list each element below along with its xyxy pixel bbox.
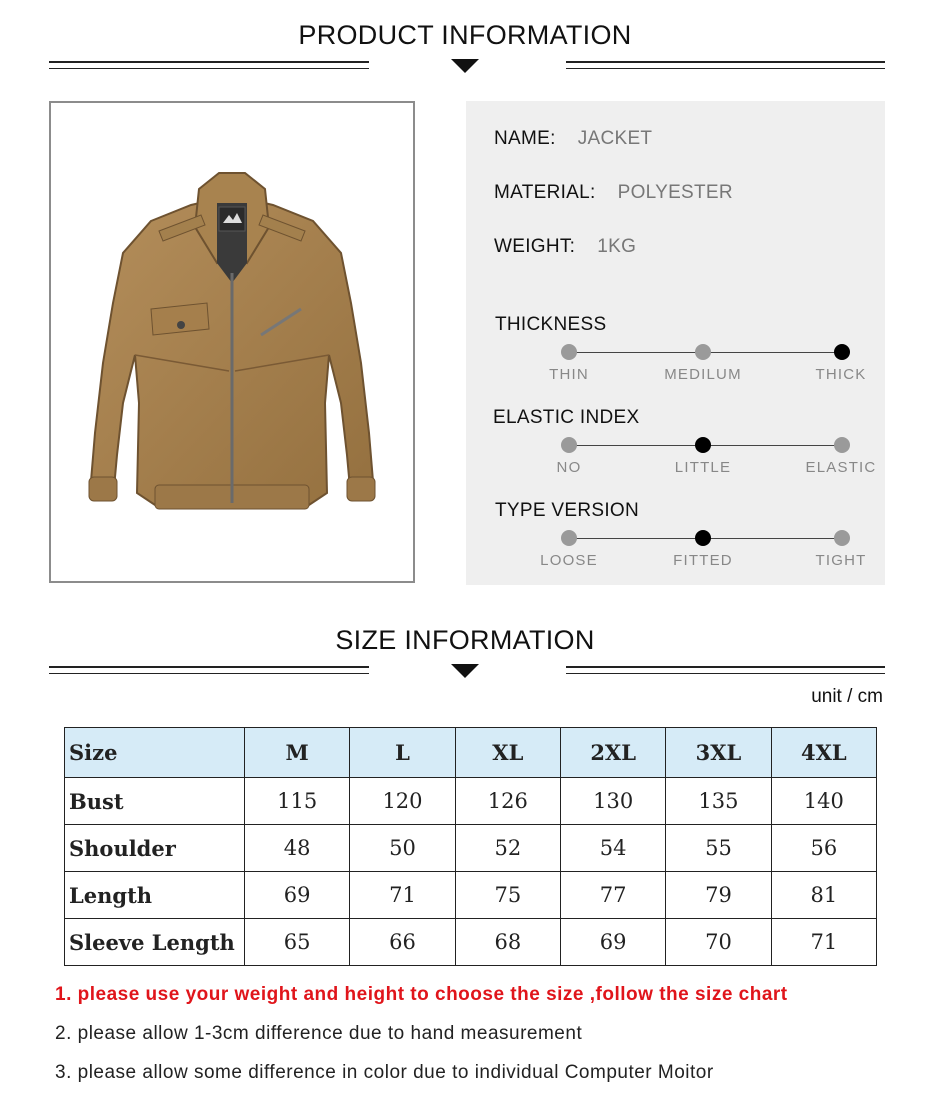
- table-row: [65, 919, 877, 966]
- table-cell: 52: [455, 825, 560, 872]
- table-header-cell: 4XL: [771, 728, 876, 778]
- elastic-label-no: NO: [556, 459, 582, 476]
- title-rule-left: [49, 61, 369, 69]
- name-row: [494, 128, 652, 150]
- table-cell: 126: [455, 778, 560, 825]
- table-cell: 65: [245, 919, 350, 966]
- elastic-dot-little-selected: [695, 437, 711, 453]
- thickness-dot-thick-selected: [834, 344, 850, 360]
- thickness-label-thick: THICK: [815, 366, 867, 383]
- down-triangle-icon: [451, 59, 479, 73]
- thickness-dot-thin: [561, 344, 577, 360]
- product-info-panel: [466, 101, 885, 585]
- table-row: [65, 825, 877, 872]
- elastic-label-little: LITTLE: [674, 459, 732, 476]
- weight-value: 1KG: [597, 236, 637, 257]
- jacket-photo: [51, 103, 413, 581]
- table-row: [65, 778, 877, 825]
- size-information-title: SIZE INFORMATION: [335, 625, 595, 655]
- table-cell: 79: [666, 872, 771, 919]
- table-header-cell: XL: [455, 728, 560, 778]
- weight-row: [494, 236, 636, 258]
- weight-key: WEIGHT:: [494, 236, 576, 257]
- table-header-cell: M: [245, 728, 350, 778]
- elastic-index-title: ELASTIC INDEX: [493, 407, 640, 428]
- table-cell: 140: [771, 778, 876, 825]
- type-dot-tight: [834, 530, 850, 546]
- table-cell: 120: [350, 778, 455, 825]
- note-color: 3. please allow some difference in color due to individual Computer Moitor: [55, 1062, 714, 1083]
- thickness-label-medium: MEDILUM: [664, 366, 742, 383]
- table-cell: 55: [666, 825, 771, 872]
- elastic-dot-no: [561, 437, 577, 453]
- table-header-cell: 2XL: [560, 728, 665, 778]
- table-cell: 130: [560, 778, 665, 825]
- table-cell: 48: [245, 825, 350, 872]
- table-header-row: [65, 728, 877, 778]
- table-row: [65, 872, 877, 919]
- table-cell: 50: [350, 825, 455, 872]
- table-header-cell: 3XL: [666, 728, 771, 778]
- title-rule-right: [566, 61, 885, 69]
- size-rule-right: [566, 666, 885, 674]
- table-row-label: Bust: [65, 778, 245, 825]
- note-measurement: 2. please allow 1-3cm difference due to hand measurement: [55, 1023, 583, 1044]
- table-cell: 115: [245, 778, 350, 825]
- table-cell: 69: [560, 919, 665, 966]
- material-key: MATERIAL:: [494, 182, 596, 203]
- material-value: POLYESTER: [617, 182, 733, 203]
- table-cell: 81: [771, 872, 876, 919]
- type-label-tight: TIGHT: [815, 552, 867, 569]
- elastic-dot-elastic: [834, 437, 850, 453]
- down-triangle-icon: [451, 664, 479, 678]
- thickness-dot-medium: [695, 344, 711, 360]
- table-cell: 68: [455, 919, 560, 966]
- material-row: [494, 182, 733, 204]
- table-cell: 77: [560, 872, 665, 919]
- type-dot-loose: [561, 530, 577, 546]
- type-dot-fitted-selected: [695, 530, 711, 546]
- product-photo-frame: [49, 101, 415, 583]
- table-header-cell: L: [350, 728, 455, 778]
- type-label-loose: LOOSE: [540, 552, 598, 569]
- table-cell: 71: [771, 919, 876, 966]
- table-cell: 56: [771, 825, 876, 872]
- table-row-label: Shoulder: [65, 825, 245, 872]
- table-row-label: Length: [65, 872, 245, 919]
- size-table: [64, 727, 877, 966]
- thickness-label-thin: THIN: [549, 366, 589, 383]
- elastic-label-elastic: ELASTIC: [805, 459, 877, 476]
- unit-note: unit / cm: [811, 686, 883, 707]
- table-row-label: Sleeve Length: [65, 919, 245, 966]
- thickness-title: THICKNESS: [495, 314, 607, 335]
- table-cell: 75: [455, 872, 560, 919]
- note-size-chart: 1. please use your weight and height to choose the size ,follow the size chart: [55, 984, 788, 1005]
- type-label-fitted: FITTED: [673, 552, 733, 569]
- name-value: JACKET: [577, 128, 653, 149]
- table-cell: 70: [666, 919, 771, 966]
- type-version-title: TYPE VERSION: [495, 500, 640, 521]
- product-information-title: PRODUCT INFORMATION: [298, 20, 632, 50]
- table-header-cell: Size: [65, 728, 245, 778]
- table-cell: 69: [245, 872, 350, 919]
- table-cell: 71: [350, 872, 455, 919]
- size-rule-left: [49, 666, 369, 674]
- table-cell: 135: [666, 778, 771, 825]
- table-cell: 54: [560, 825, 665, 872]
- name-key: NAME:: [494, 128, 556, 149]
- table-cell: 66: [350, 919, 455, 966]
